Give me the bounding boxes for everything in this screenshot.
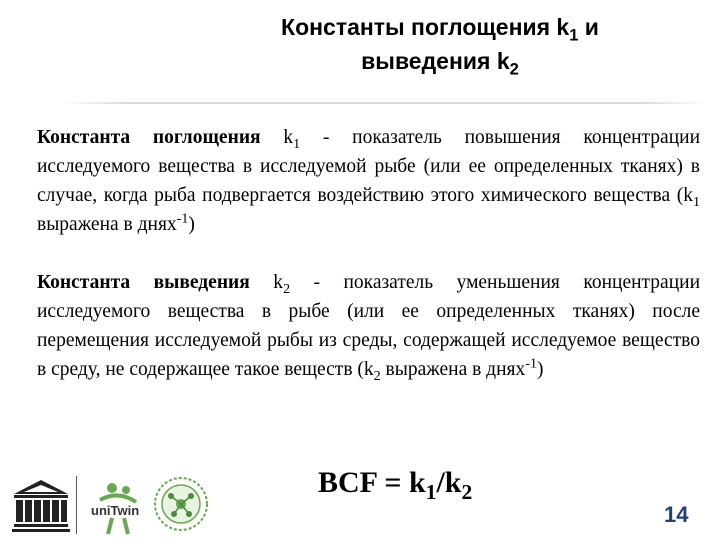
logo-divider — [76, 476, 77, 534]
unesco-logo — [12, 478, 70, 539]
page-title — [160, 10, 720, 78]
unesco-temple-icon — [12, 478, 70, 534]
molecule-globe-icon — [152, 474, 210, 534]
page-number: 14 — [664, 502, 689, 527]
title-divider — [62, 102, 707, 104]
absorption-constant-paragraph: Константа поглощения $k_1$ - показатель повышения концентрации исследуемого вещества в исследуемой рыбе (или ее определенных тканях) в случае, когда рыба подвергается воздействию этого химического вещества ($k_1$ выражена в днях$^{-1}$) — [37, 127, 701, 235]
absorption-term: Константа поглощения — [37, 127, 261, 148]
title-line-2: выведения $k_2$ — [361, 48, 519, 79]
unitwin-figure-icon — [90, 480, 146, 536]
unitwin-logo — [90, 480, 146, 541]
bcf-formula: BCF = $k_1/k_2$ — [318, 466, 473, 504]
title-line-1: Константы поглощения $k_1$ и — [281, 14, 599, 45]
unitwin-logo-text: uniTwin — [91, 503, 140, 518]
elimination-constant-paragraph: Константа выведения $k_2$ - показатель уменьшения концентрации исследуемого вещества в рыбе (или ее определенных тканях) после перемещения исследуемой рыбы из среды, содержащей исследуемое вещество в среду, не содержащее такое веществ ($k_2$ выражена в днях$^{-1}$) — [37, 272, 701, 384]
research-center-logo — [152, 474, 210, 539]
elimination-term: Константа выведения — [37, 272, 250, 293]
